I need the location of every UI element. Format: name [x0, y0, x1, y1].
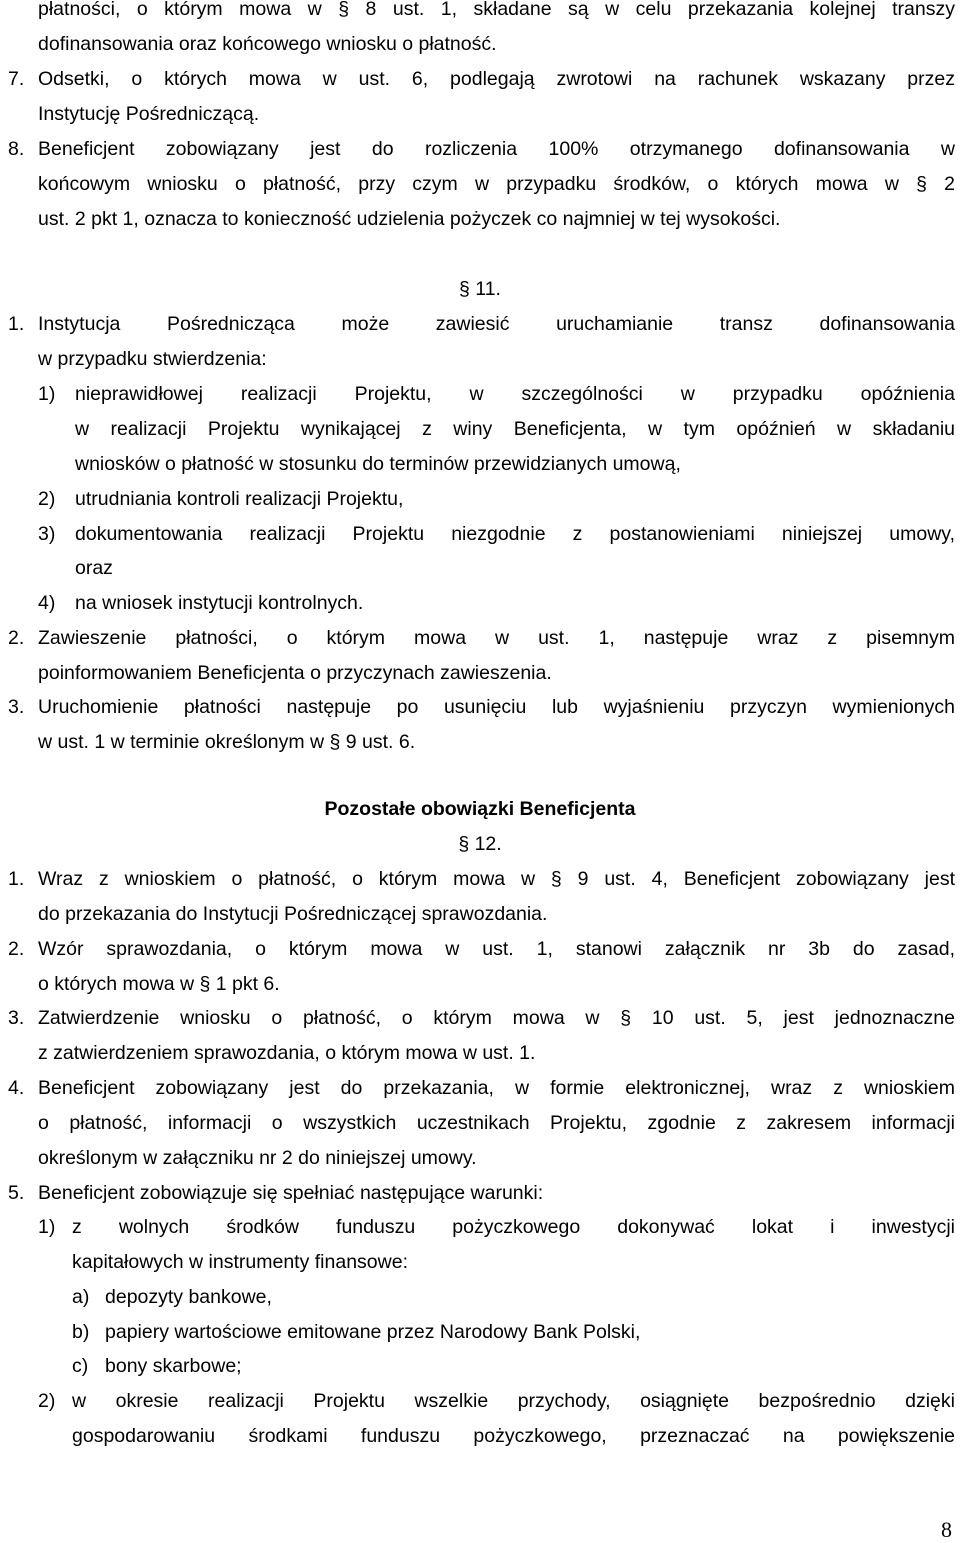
section-title: Pozostałe obowiązki Beneficjenta	[324, 798, 636, 820]
text-line: Instytucja Pośrednicząca może zawiesić uruchamianie transz dofinansowania	[38, 313, 955, 335]
text-line: w okresie realizacji Projektu wszelkie przychody, osiągnięte bezpośrednio dzięki	[72, 1390, 955, 1412]
text-line: w ust. 1 w terminie określonym w § 9 ust. 6.	[38, 731, 416, 753]
text-line: nieprawidłowej realizacji Projektu, w szczególności w przypadku opóźnienia	[75, 383, 955, 405]
text-line: dofinansowania oraz końcowego wniosku o płatność.	[38, 33, 497, 55]
page-number: 8	[941, 1517, 952, 1542]
list-marker: 2)	[38, 1390, 56, 1412]
text-line: w przypadku stwierdzenia:	[38, 348, 267, 370]
text-line: z zatwierdzeniem sprawozdania, o którym mowa w ust. 1.	[38, 1042, 536, 1064]
list-marker: 1)	[38, 1216, 56, 1238]
list-marker: 5.	[8, 1182, 25, 1204]
text-line: o płatność, informacji o wszystkich uczestnikach Projektu, zgodnie z zakresem informacji	[38, 1112, 955, 1134]
text-line: Beneficjent zobowiązany jest do przekazania, w formie elektronicznej, wraz z wnioskiem	[38, 1077, 955, 1099]
text-line: do przekazania do Instytucji Pośredniczącej sprawozdania.	[38, 903, 548, 925]
text-line: w realizacji Projektu wynikającej z winy Beneficjenta, w tym opóźnień w składaniu	[75, 418, 955, 440]
text-line: o których mowa w § 1 pkt 6.	[38, 973, 280, 995]
list-marker: 1.	[8, 313, 25, 335]
list-marker: 1.	[8, 868, 25, 890]
list-marker: 8.	[8, 138, 25, 160]
list-marker: 3.	[8, 696, 25, 718]
list-marker: 7.	[8, 68, 25, 90]
section-heading: § 12.	[458, 833, 502, 855]
text-line: utrudniania kontroli realizacji Projektu,	[75, 488, 404, 510]
text-line: kapitałowych w instrumenty finansowe:	[72, 1251, 408, 1273]
text-line: z wolnych środków funduszu pożyczkowego dokonywać lokat i inwestycji	[72, 1216, 955, 1238]
list-marker: 3.	[8, 1007, 25, 1029]
list-marker: b)	[72, 1321, 90, 1343]
text-line: Beneficjent zobowiązany jest do rozliczenia 100% otrzymanego dofinansowania w	[38, 138, 955, 160]
text-line: Uruchomienie płatności następuje po usunięciu lub wyjaśnieniu przyczyn wymienionych	[38, 696, 955, 718]
text-line: papiery wartościowe emitowane przez Narodowy Bank Polski,	[105, 1321, 641, 1343]
text-line: Wzór sprawozdania, o którym mowa w ust. 1, stanowi załącznik nr 3b do zasad,	[38, 938, 955, 960]
text-line: Zatwierdzenie wniosku o płatność, o którym mowa w § 10 ust. 5, jest jednoznaczne	[38, 1007, 955, 1029]
section-heading: § 11.	[459, 278, 501, 300]
text-line: Wraz z wnioskiem o płatność, o którym mowa w § 9 ust. 4, Beneficjent zobowiązany jest	[38, 868, 955, 890]
text-line: Beneficjent zobowiązuje się spełniać następujące warunki:	[38, 1182, 544, 1204]
text-line: wniosków o płatność w stosunku do terminów przewidzianych umową,	[75, 453, 681, 475]
text-line: określonym w załączniku nr 2 do niniejszej umowy.	[38, 1147, 477, 1169]
list-marker: 4.	[8, 1077, 25, 1099]
list-marker: c)	[72, 1355, 89, 1377]
text-line: płatności, o którym mowa w § 8 ust. 1, składane są w celu przekazania kolejnej transzy	[38, 0, 955, 20]
list-marker: a)	[72, 1286, 90, 1308]
text-line: dokumentowania realizacji Projektu niezgodnie z postanowieniami niniejszej umowy,	[75, 523, 955, 545]
text-line: oraz	[75, 557, 113, 579]
list-marker: 4)	[38, 592, 56, 614]
list-marker: 3)	[38, 523, 56, 545]
list-marker: 2.	[8, 938, 25, 960]
list-marker: 1)	[38, 383, 56, 405]
text-line: Zawieszenie płatności, o którym mowa w ust. 1, następuje wraz z pisemnym	[38, 627, 955, 649]
list-marker: 2)	[38, 488, 56, 510]
text-line: końcowym wniosku o płatność, przy czym w przypadku środków, o których mowa w § 2	[38, 173, 955, 195]
text-line: poinformowaniem Beneficjenta o przyczynach zawieszenia.	[38, 662, 552, 684]
list-marker: 2.	[8, 627, 25, 649]
text-line: Odsetki, o których mowa w ust. 6, podlegają zwrotowi na rachunek wskazany przez	[38, 68, 955, 90]
text-line: gospodarowaniu środkami funduszu pożyczkowego, przeznaczać na powiększenie	[72, 1425, 955, 1447]
text-line: depozyty bankowe,	[105, 1286, 272, 1308]
text-line: ust. 2 pkt 1, oznacza to konieczność udzielenia pożyczek co najmniej w tej wysokości.	[38, 208, 781, 230]
text-line: na wniosek instytucji kontrolnych.	[75, 592, 364, 614]
text-line: bony skarbowe;	[105, 1355, 242, 1377]
text-line: Instytucję Pośredniczącą.	[38, 103, 260, 125]
